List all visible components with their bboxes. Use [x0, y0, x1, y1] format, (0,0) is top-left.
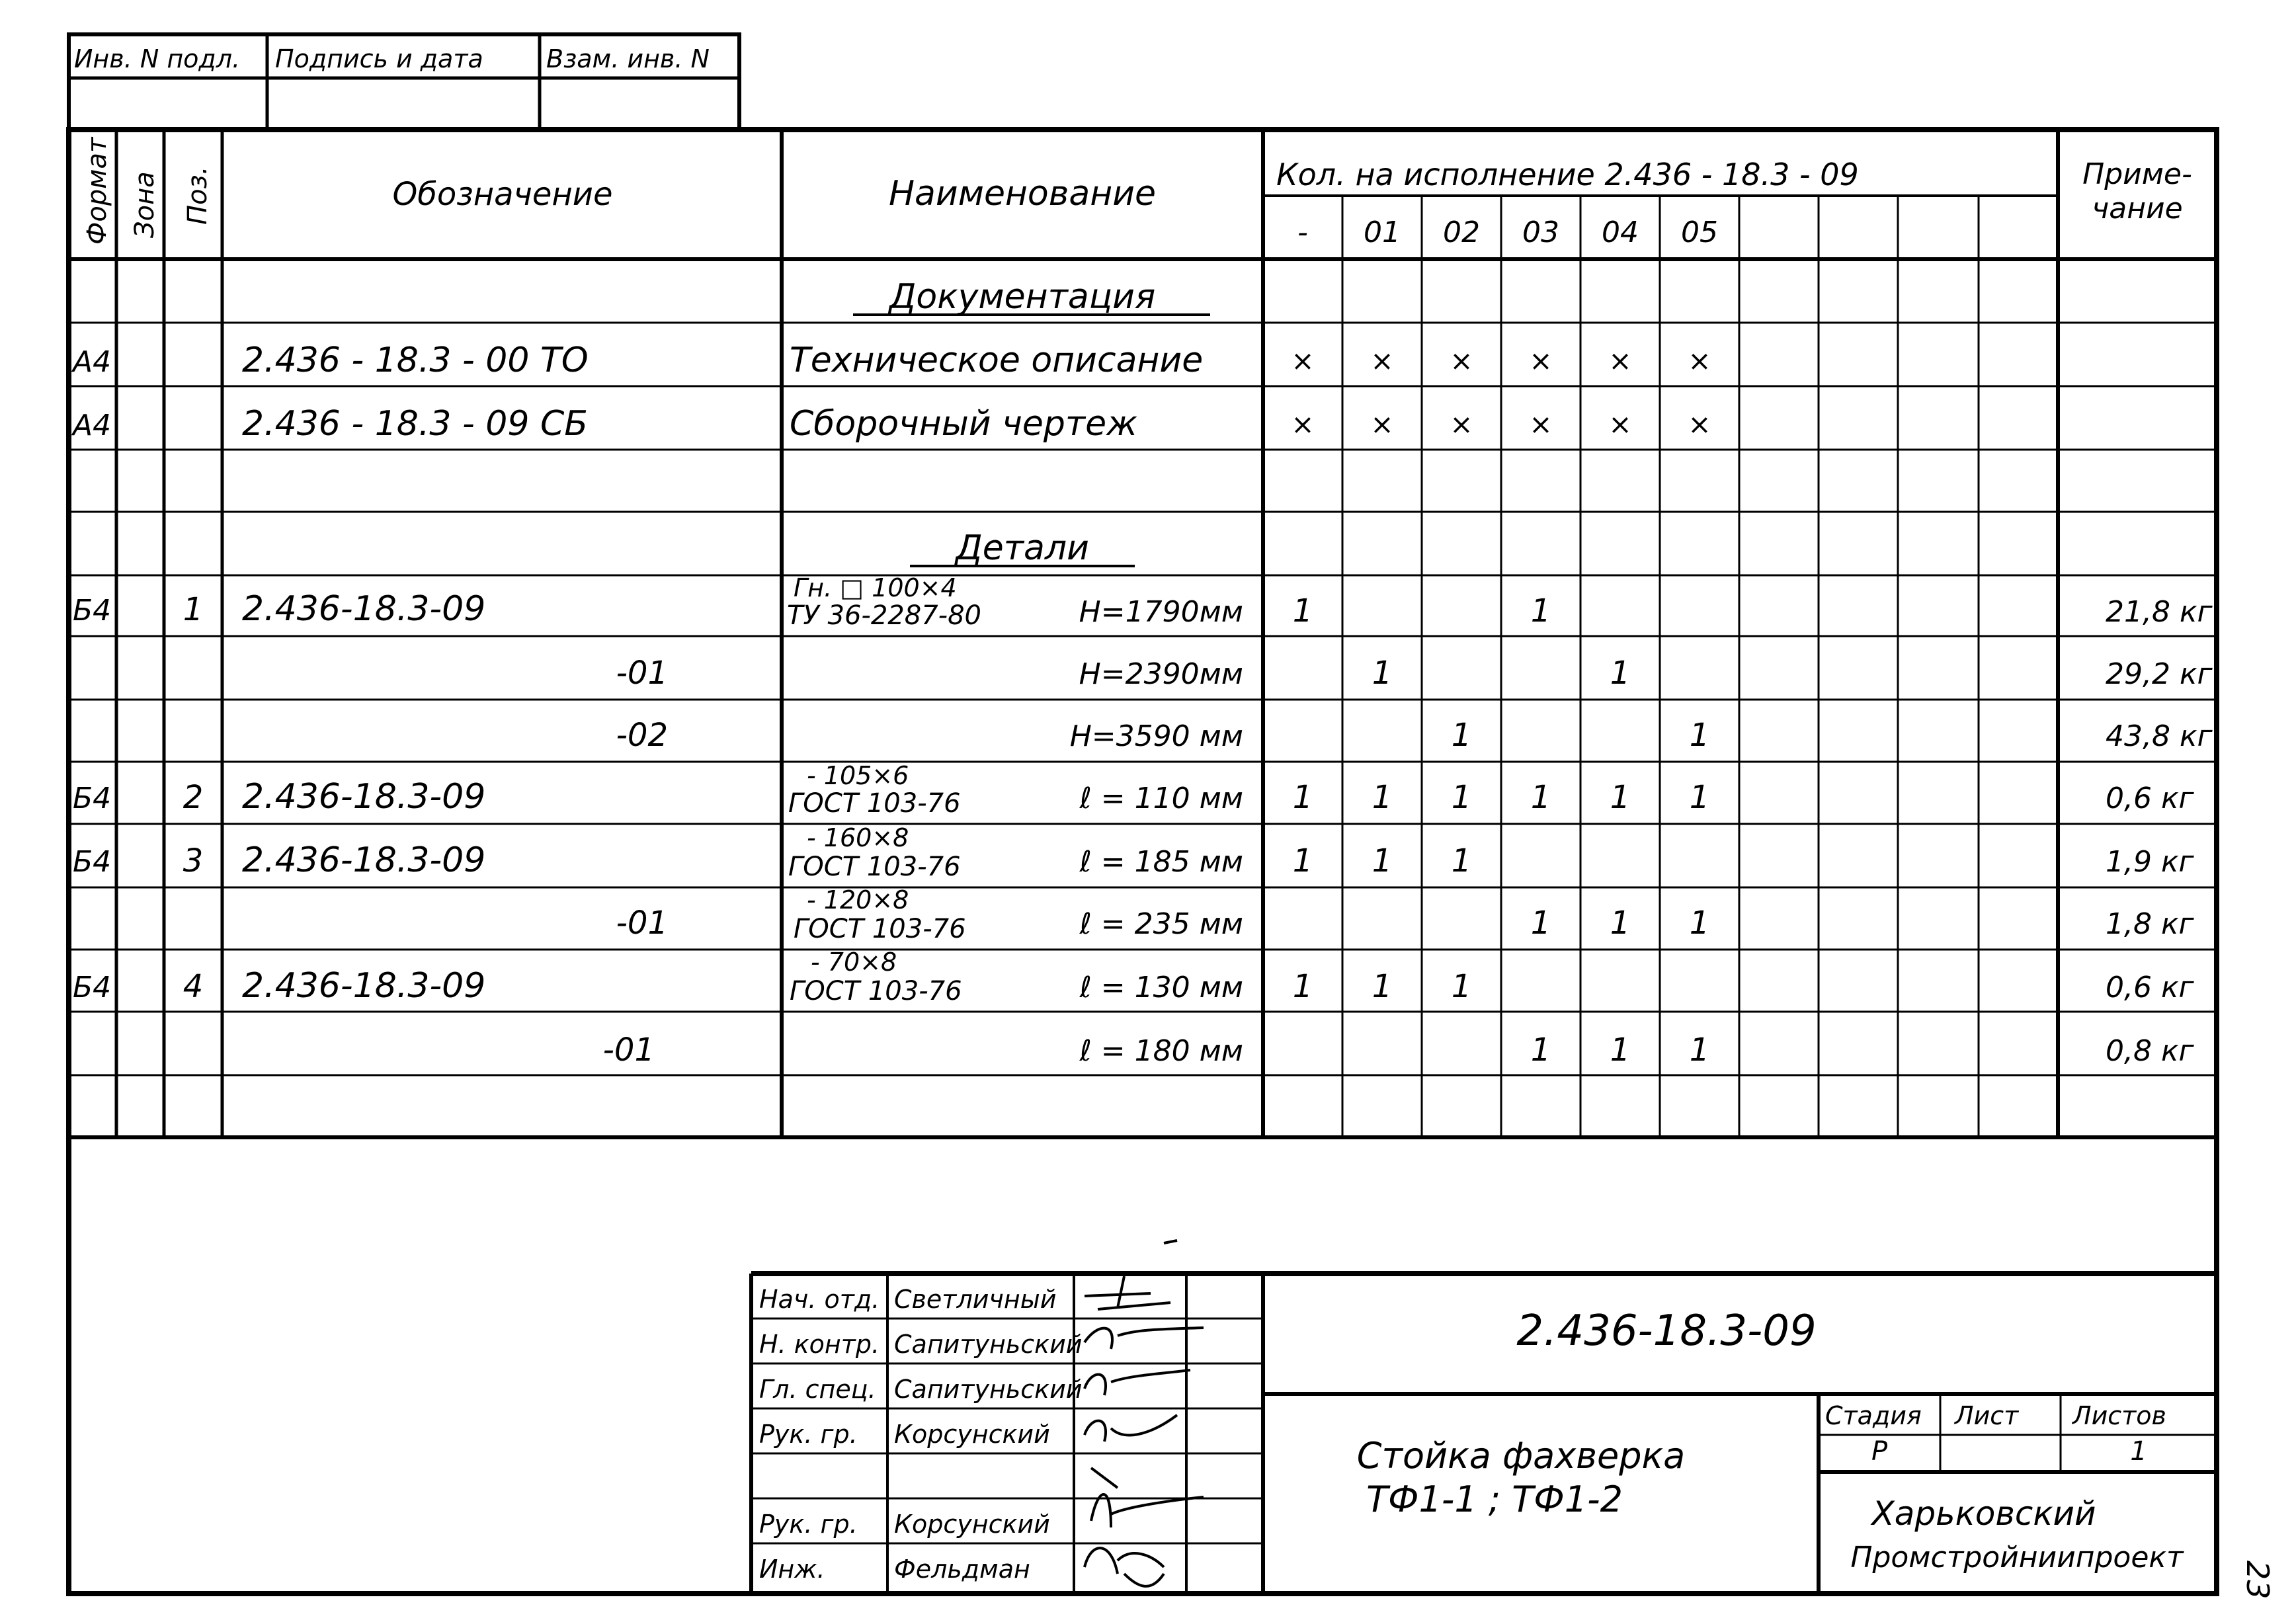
row-qty: 1 [1610, 779, 1631, 816]
row-mark: × [1529, 345, 1553, 377]
row-name-line1: Гн. □ 100×4 [794, 573, 957, 602]
row-designation: 2.436-18.3-09 [242, 966, 486, 1006]
row-name-line1: - 105×6 [807, 761, 909, 790]
name-group-head-2: Корсунский [894, 1510, 1050, 1539]
row-qty: 1 [1372, 779, 1393, 816]
row-qty: 1 [1292, 968, 1313, 1005]
variant-04: 04 [1602, 216, 1639, 249]
row-mark: × [1291, 345, 1315, 377]
header-note-line2: чание [2092, 192, 2183, 225]
row-dimension: Н=2390мм [1079, 657, 1243, 691]
table-row [73, 761, 2195, 819]
row-qty: 1 [1372, 968, 1393, 1005]
row-note: 1,9 кг [2106, 845, 2194, 879]
sheets-value: 1 [2130, 1436, 2147, 1467]
row-dimension: Н=1790мм [1079, 595, 1243, 629]
row-format: Б4 [73, 782, 112, 815]
sheet-label: Лист [1955, 1401, 2019, 1430]
sheets-label: Листов [2072, 1401, 2166, 1430]
row-qty: 1 [1530, 905, 1551, 942]
row-position: 4 [183, 968, 204, 1005]
row-suffix: -01 [616, 905, 668, 942]
row-suffix: -02 [616, 717, 668, 754]
organization-line2: Промстройниипроект [1850, 1541, 2184, 1574]
table-row [71, 404, 1711, 444]
section-documentation: Документация [889, 277, 1156, 317]
row-dimension: ℓ = 130 мм [1079, 971, 1243, 1004]
header-note-line1: Приме- [2082, 157, 2192, 191]
role-engineer: Инж. [759, 1555, 825, 1584]
variant-01: 01 [1364, 216, 1401, 249]
table-row [73, 823, 2195, 882]
row-position: 1 [183, 591, 204, 628]
row-qty: 1 [1610, 1032, 1631, 1069]
row-qty: 1 [1292, 842, 1313, 879]
header-position: Поз. [183, 166, 213, 225]
drawing-title-line1: Стойка фахверка [1356, 1435, 1686, 1477]
row-designation: 2.436 - 18.3 - 00 ТО [242, 341, 589, 380]
row-mark: × [1370, 408, 1394, 440]
row-name-line1: - 70×8 [811, 948, 897, 977]
name-head-dept: Светличный [894, 1285, 1057, 1314]
row-position: 3 [183, 842, 204, 879]
row-note: 0,8 кг [2106, 1034, 2194, 1068]
name-norm-control: Сапитуньский [894, 1330, 1083, 1359]
row-qty: 1 [1610, 655, 1631, 692]
stage-value: Р [1871, 1436, 1888, 1467]
row-qty: 1 [1451, 779, 1472, 816]
section-parts: Детали [956, 528, 1089, 568]
table-row [616, 717, 2213, 754]
stamp-header-replaced: Взам. инв. N [546, 44, 710, 73]
header-quantity: Кол. на исполнение 2.436 - 18.3 - 09 [1276, 157, 1859, 192]
row-name-line2: ГОСТ 103-76 [790, 976, 962, 1006]
row-dimension: ℓ = 235 мм [1079, 907, 1243, 941]
row-format: Б4 [73, 594, 112, 628]
name-chief-spec: Сапитуньский [894, 1375, 1083, 1404]
row-dimension: Н=3590 мм [1069, 719, 1243, 753]
row-note: 29,2 кг [2106, 657, 2213, 691]
row-qty: 1 [1372, 655, 1393, 692]
table-row [616, 885, 2195, 944]
variant-05: 05 [1681, 216, 1718, 249]
row-dimension: ℓ = 185 мм [1079, 845, 1243, 879]
name-engineer: Фельдман [894, 1555, 1030, 1584]
drawing-title-line2: ТФ1-1 ; ТФ1-2 [1366, 1479, 1623, 1520]
row-qty: 1 [1292, 592, 1313, 629]
row-mark: × [1450, 345, 1473, 377]
row-name-line1: - 120×8 [807, 885, 909, 914]
role-group-head: Рук. гр. [759, 1420, 858, 1449]
row-name-line2: ГОСТ 103-76 [788, 788, 961, 819]
row-note: 1,8 кг [2106, 907, 2194, 941]
header-zone: Зона [130, 171, 160, 238]
row-format: Б4 [73, 845, 112, 879]
header-name: Наименование [888, 174, 1157, 214]
row-name: Техническое описание [790, 341, 1204, 380]
row-note: 21,8 кг [2106, 595, 2213, 629]
table-row [73, 573, 2213, 631]
role-chief-spec: Гл. спец. [759, 1375, 876, 1404]
row-qty: 1 [1451, 717, 1472, 754]
row-format: А4 [73, 345, 112, 379]
row-qty: 1 [1610, 905, 1631, 942]
row-qty: 1 [1689, 717, 1710, 754]
row-note: 0,6 кг [2106, 782, 2194, 815]
row-name-line1: - 160×8 [807, 823, 909, 852]
row-qty: 1 [1530, 592, 1551, 629]
table-row [73, 948, 2195, 1006]
row-position: 2 [183, 779, 204, 816]
row-mark: × [1608, 345, 1632, 377]
row-qty: 1 [1689, 905, 1710, 942]
row-name-line2: ГОСТ 103-76 [794, 914, 966, 944]
role-head-dept: Нач. отд. [759, 1285, 880, 1314]
row-format: А4 [73, 409, 112, 442]
row-qty: 1 [1689, 779, 1710, 816]
stage-label: Стадия [1825, 1401, 1922, 1430]
row-qty: 1 [1530, 1032, 1551, 1069]
table-row [71, 341, 1711, 380]
header-designation: Обозначение [392, 176, 613, 213]
row-qty: 1 [1451, 968, 1472, 1005]
row-qty: 1 [1530, 779, 1551, 816]
row-mark: × [1529, 408, 1553, 440]
row-designation: 2.436-18.3-09 [242, 589, 486, 629]
row-qty: 1 [1689, 1032, 1710, 1069]
page-number: 23 [2240, 1561, 2276, 1600]
row-note: 0,6 кг [2106, 971, 2194, 1004]
row-dimension: ℓ = 180 мм [1079, 1034, 1243, 1068]
row-mark: × [1450, 408, 1473, 440]
row-designation: 2.436 - 18.3 - 09 СБ [242, 404, 588, 444]
row-mark: × [1291, 408, 1315, 440]
name-group-head: Корсунский [894, 1420, 1050, 1449]
row-suffix: -01 [616, 655, 668, 692]
table-row [616, 655, 2213, 692]
row-mark: × [1688, 408, 1711, 440]
row-designation: 2.436-18.3-09 [242, 777, 486, 817]
role-norm-control: Н. контр. [759, 1330, 880, 1359]
row-qty: 1 [1372, 842, 1393, 879]
stamp-header-inv: Инв. N подл. [74, 44, 241, 73]
row-name: Сборочный чертеж [790, 404, 1137, 444]
organization-line1: Харьковский [1871, 1494, 2096, 1533]
table-row [603, 1032, 2195, 1069]
row-note: 43,8 кг [2106, 719, 2213, 753]
row-dimension: ℓ = 110 мм [1079, 782, 1243, 815]
stamp-header-signature: Подпись и дата [275, 44, 483, 73]
row-qty: 1 [1292, 779, 1313, 816]
document-code: 2.436-18.3-09 [1516, 1307, 1817, 1356]
row-qty: 1 [1451, 842, 1472, 879]
row-mark: × [1370, 345, 1394, 377]
role-group-head-2: Рук. гр. [759, 1510, 858, 1539]
variant-03: 03 [1522, 216, 1559, 249]
row-name-line2: ТУ 36-2287-80 [787, 600, 981, 631]
row-format: Б4 [73, 971, 112, 1004]
row-mark: × [1688, 345, 1711, 377]
row-mark: × [1608, 408, 1632, 440]
variant-base: - [1297, 216, 1308, 249]
row-name-line2: ГОСТ 103-76 [788, 852, 961, 882]
row-suffix: -01 [602, 1032, 655, 1069]
header-format: Формат [82, 137, 112, 245]
row-designation: 2.436-18.3-09 [242, 840, 486, 880]
variant-02: 02 [1443, 216, 1480, 249]
